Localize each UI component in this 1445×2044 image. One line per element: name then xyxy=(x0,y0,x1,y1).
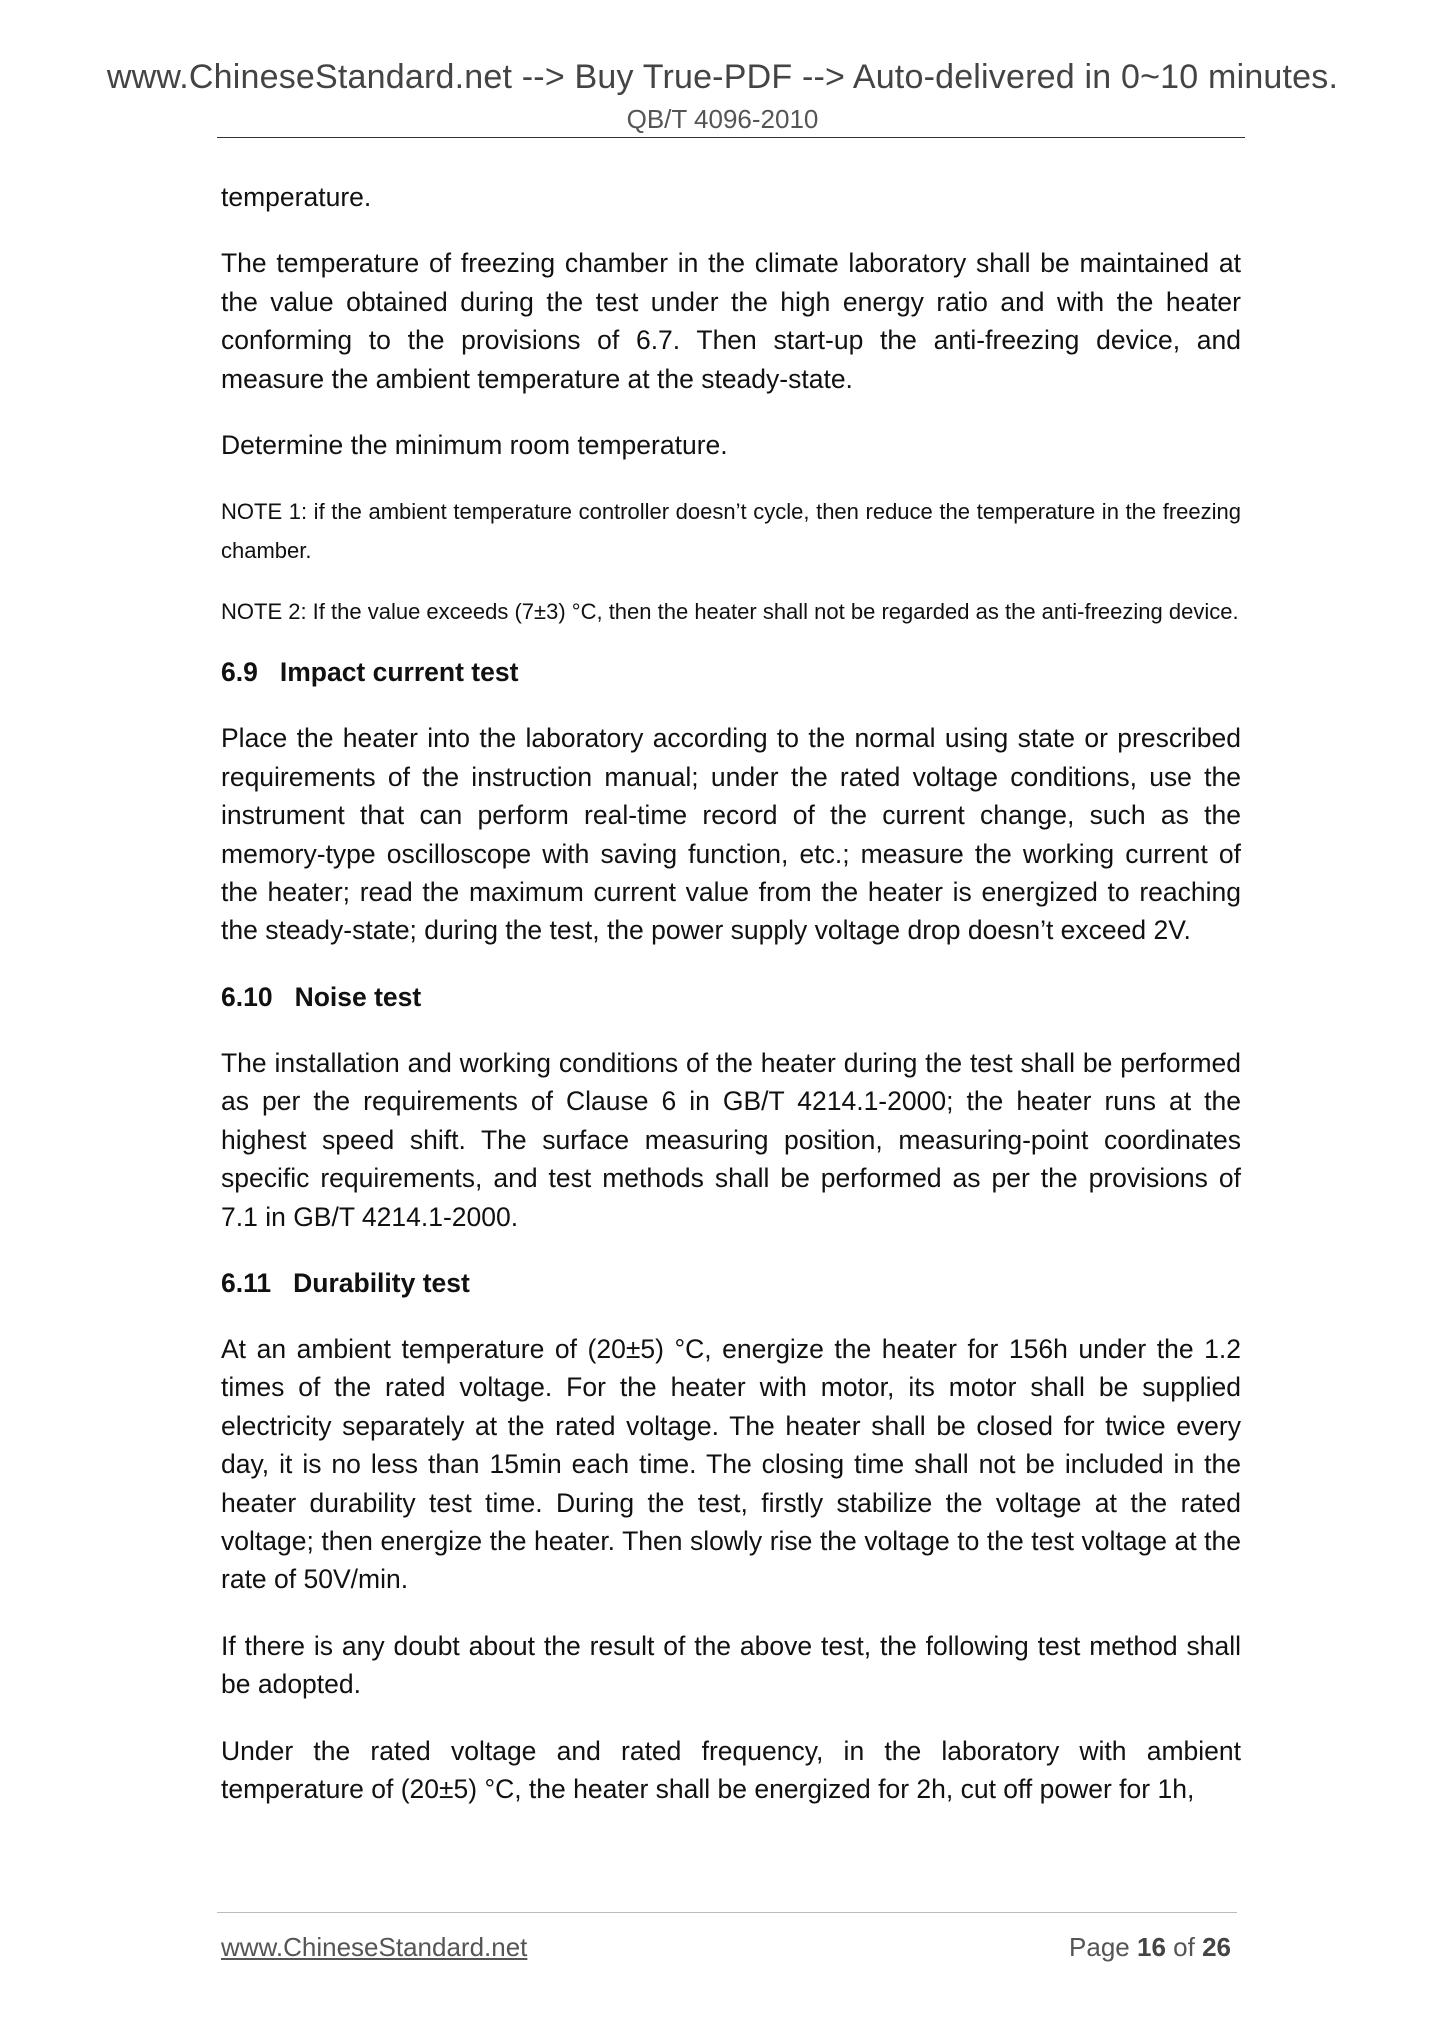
page-total: 26 xyxy=(1202,1932,1231,1962)
paragraph-durability-3: Under the rated voltage and rated frequency, in the laboratory with ambient temperature of (20±5) °C, the heater shall be energized for 2h, cut off power for 1h, xyxy=(221,1735,1241,1804)
section-heading-6-11 xyxy=(221,1264,1241,1302)
paragraph-durability-2: If there is any doubt about the result of the above test, the following test method shall be adopted. xyxy=(221,1630,1241,1700)
paragraph-noise-test: The installation and working conditions of the heater during the test shall be performed as per the requirements of Clause 6 in GB/T 4214.1-2000; the heater runs at the highest speed shift. The surface measuring position, measuring-point coordinates specific requirements, and test methods shall be performed as per the provisions of 7.1 in GB/T 4214.1-2000. xyxy=(221,1047,1241,1232)
paragraph-freezing-chamber: The temperature of freezing chamber in the climate laboratory shall be maintained at the value obtained during the test under the high energy ratio and with the heater conforming to the provisions of 6.7. Then start-up the anti-freezing device, and measure the ambient temperature at the steady-state. xyxy=(221,248,1241,394)
section-heading-6-10 xyxy=(221,978,1241,1016)
page-label: Page xyxy=(1069,1932,1130,1962)
page-indicator xyxy=(1069,1932,1231,1963)
section-title: Impact current test xyxy=(279,657,519,688)
section-number: 6.10 xyxy=(221,981,273,1012)
footer-divider xyxy=(217,1912,1237,1913)
paragraph-minimum-room-temperature: Determine the minimum room temperature. xyxy=(221,430,728,461)
section-title: Noise test xyxy=(294,981,422,1012)
standard-number: QB/T 4096-2010 xyxy=(626,104,819,134)
section-title: Durability test xyxy=(293,1267,470,1298)
note-2: NOTE 2: If the value exceeds (7±3) °C, then the heater shall not be regarded as the anti-freezing device. xyxy=(221,599,1239,625)
section-number: 6.9 xyxy=(221,657,258,688)
section-number: 6.11 xyxy=(221,1267,272,1298)
page-of: of xyxy=(1173,1932,1195,1962)
header-banner: www.ChineseStandard.net --> Buy True-PDF --> Auto-delivered in 0~10 minutes. xyxy=(106,58,1339,96)
header-divider xyxy=(217,137,1245,138)
page-body xyxy=(221,178,1241,1836)
paragraph-impact-current: Place the heater into the laboratory according to the normal using state or prescribed requirements of the instruction manual; under the rated voltage conditions, use the instrument that can perform real-time record of the current change, such as the memory-type oscilloscope with saving function, etc.; measure the working current of the heater; read the maximum current value from the heater is energized to reaching the steady-state; during the test, the power supply voltage drop doesn’t exceed 2V. xyxy=(221,723,1241,946)
paragraph-temperature: temperature. xyxy=(221,182,372,212)
page-current: 16 xyxy=(1137,1932,1166,1962)
section-heading-6-9 xyxy=(221,653,1241,691)
paragraph-durability-1: At an ambient temperature of (20±5) °C, energize the heater for 156h under the 1.2 times of the rated voltage. For the heater with motor, its motor shall be supplied electricity separately at the rated voltage. The heater shall be closed for twice every day, it is no less than 15min each time. The closing time shall not be included in the heater durability test time. During the test, firstly stabilize the voltage at the rated voltage; then energize the heater. Then slowly rise the voltage to the test voltage at the rate of 50V/min. xyxy=(221,1333,1241,1595)
footer-website-link[interactable]: www.ChineseStandard.net xyxy=(221,1932,528,1962)
note-1: NOTE 1: if the ambient temperature controller doesn’t cycle, then reduce the temperature in the freezing chamber. xyxy=(221,499,1241,564)
